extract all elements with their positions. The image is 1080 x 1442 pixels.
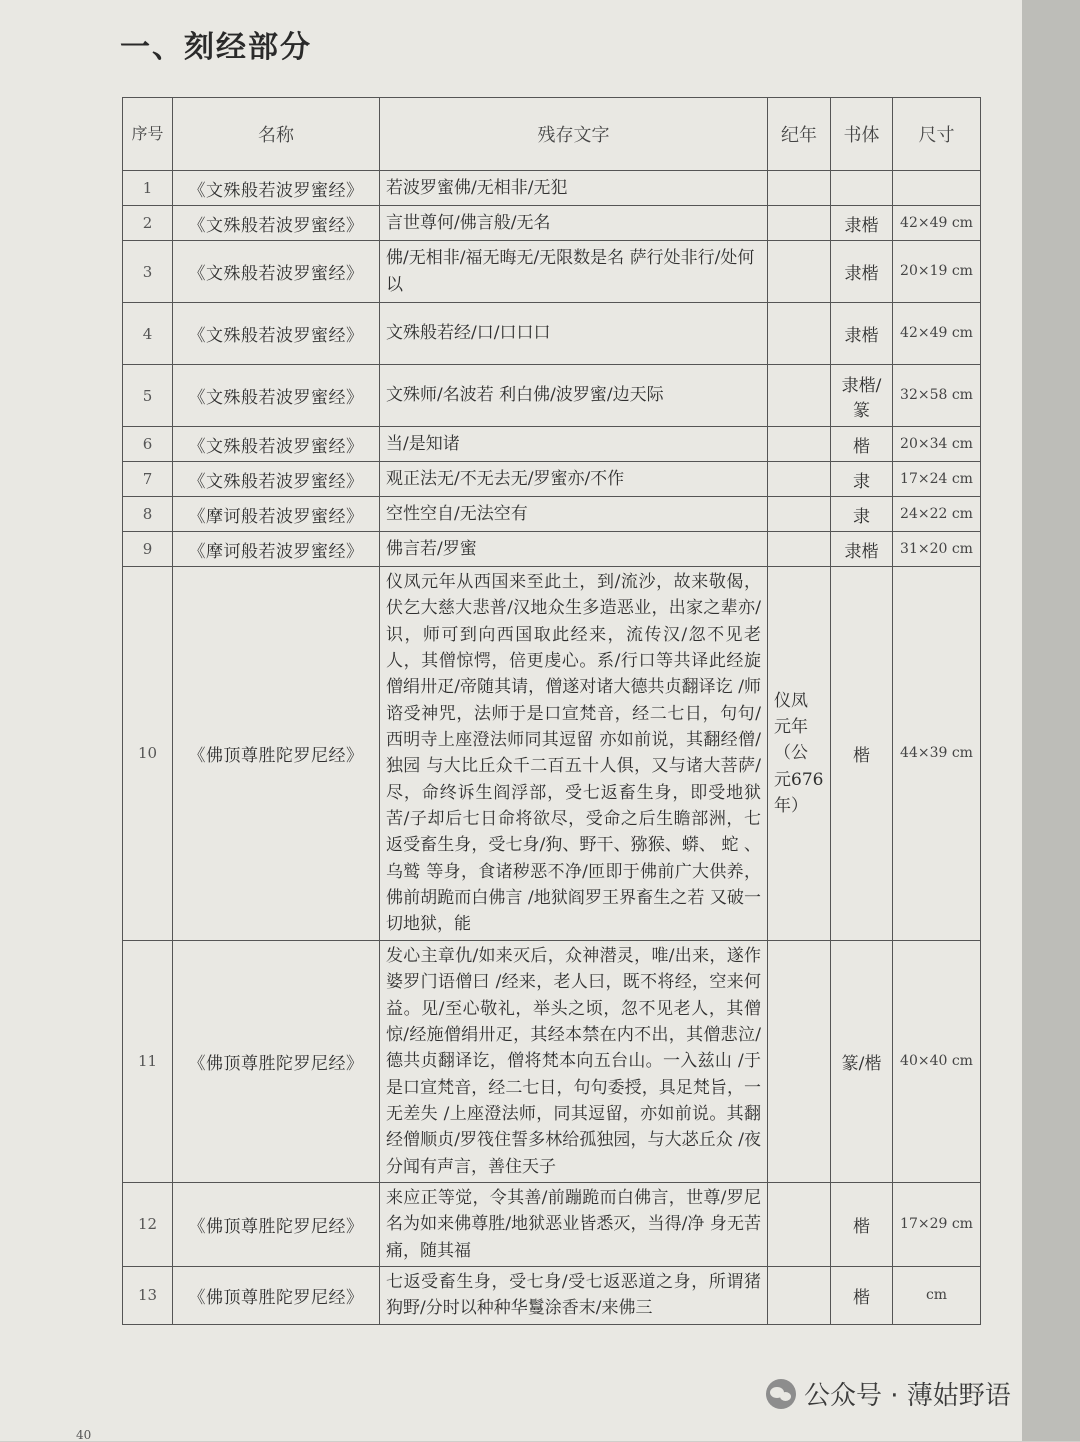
table-row xyxy=(123,1266,981,1324)
row-name: 《佛顶尊胜陀罗尼经》 xyxy=(173,1182,380,1266)
table-row xyxy=(123,940,981,1182)
row-text: 文殊般若经/口/口口口 xyxy=(380,303,768,365)
header-no: 序号 xyxy=(123,98,173,171)
row-text: 来应正等觉，令其善/前蹦跪而白佛言，世尊/罗尼名为如来佛尊胜/地狱恶业皆悉灭，当得/净 身无苦痛，随其福 xyxy=(380,1182,768,1266)
row-no: 1 xyxy=(123,171,173,206)
row-text: 佛言若/罗蜜 xyxy=(380,532,768,567)
row-text: 当/是知诸 xyxy=(380,427,768,462)
row-size xyxy=(893,171,981,206)
row-size: 44×39 cm xyxy=(893,567,981,941)
row-size: 42×49 cm xyxy=(893,206,981,241)
table-row xyxy=(123,241,981,303)
row-text: 言世尊何/佛言般/无名 xyxy=(380,206,768,241)
table-row xyxy=(123,206,981,241)
header-name: 名称 xyxy=(173,98,380,171)
row-text: 七返受畜生身，受七身/受七返恶道之身，所谓猪狗野/分时以种种华鬘涂香末/来佛三 xyxy=(380,1266,768,1324)
row-size: 20×34 cm xyxy=(893,427,981,462)
row-year xyxy=(768,241,831,303)
table-row xyxy=(123,497,981,532)
header-text: 残存文字 xyxy=(380,98,768,171)
row-text: 仪凤元年从西国来至此土，到/流沙，故来敬偈，伏乞大慈大悲普/汉地众生多造恶业，出家之辈亦/识，师可到向西国取此经来，流传汉/忽不见老人，其僧惊愕，倍更虔心。系/行口等共译此经旋僧绢卅疋/帝随其请，僧遂对诸大德共贞翻译讫 /师谘受神咒，法师于是口宣梵音，经二七日，句句/西明寺上座澄法师同其逗留 亦如前说，其翻经僧/独园 与大比丘众千二百五十人俱，又与诸大菩萨/尽，命终诉生阎浮部，受七返畜生身，即受地狱苦/子却后七日命将欲尽，受命之后生瞻部洲，七返受畜生身，受七身/狗、野干、猕猴、蟒、 蛇 、乌鹫 等身，食诸秽恶不净/匝即于佛前广大供养，佛前胡跪而白佛言 /地狱阎罗王界畜生之若 又破一切地狱，能 xyxy=(380,567,768,941)
row-script: 隶 xyxy=(831,497,893,532)
wechat-icon xyxy=(766,1379,796,1409)
table-row xyxy=(123,462,981,497)
row-text: 空性空自/无法空有 xyxy=(380,497,768,532)
row-size: 17×29 cm xyxy=(893,1182,981,1266)
row-script: 隶 xyxy=(831,462,893,497)
row-size: 40×40 cm xyxy=(893,940,981,1182)
row-year xyxy=(768,940,831,1182)
row-size: 24×22 cm xyxy=(893,497,981,532)
row-size: 32×58 cm xyxy=(893,365,981,427)
table-row xyxy=(123,532,981,567)
row-year xyxy=(768,427,831,462)
table-row xyxy=(123,567,981,941)
row-no: 12 xyxy=(123,1182,173,1266)
row-text: 发心主章仇/如来灭后，众神潜灵，唯/出来，遂作婆罗门语僧曰 /经来，老人曰，既不将经，空来何益。见/至心敬礼，举头之顷，忽不见老人，其僧惊/经施僧绢卅疋，其经本禁在内不出，其僧悲泣/德共贞翻译讫，僧将梵本向五台山。一入兹山 /于是口宣梵音，经二七日，句句委授，具足梵旨，一无差失 /上座澄法师，同其逗留，亦如前说。其翻经僧顺贞/罗筏住誓多林给孤独园，与大苾丘众 /夜分闻有声言，善住天子 xyxy=(380,940,768,1182)
row-script: 隶楷 xyxy=(831,206,893,241)
row-name: 《摩诃般若波罗蜜经》 xyxy=(173,497,380,532)
row-year xyxy=(768,1182,831,1266)
row-name: 《文殊般若波罗蜜经》 xyxy=(173,241,380,303)
table-row xyxy=(123,427,981,462)
watermark-text: 公众号 · 薄姑野语 xyxy=(804,1381,1011,1411)
row-no: 6 xyxy=(123,427,173,462)
table-header-row xyxy=(123,98,981,171)
row-name: 《摩诃般若波罗蜜经》 xyxy=(173,532,380,567)
row-no: 13 xyxy=(123,1266,173,1324)
row-size: 20×19 cm xyxy=(893,241,981,303)
row-no: 7 xyxy=(123,462,173,497)
row-no: 8 xyxy=(123,497,173,532)
row-text: 观正法无/不无去无/罗蜜亦/不作 xyxy=(380,462,768,497)
row-no: 11 xyxy=(123,940,173,1182)
row-script xyxy=(831,171,893,206)
row-name: 《文殊般若波罗蜜经》 xyxy=(173,462,380,497)
row-year xyxy=(768,365,831,427)
row-no: 5 xyxy=(123,365,173,427)
row-size: 42×49 cm xyxy=(893,303,981,365)
header-year: 纪年 xyxy=(768,98,831,171)
row-no: 3 xyxy=(123,241,173,303)
header-script: 书体 xyxy=(831,98,893,171)
row-name: 《佛顶尊胜陀罗尼经》 xyxy=(173,1266,380,1324)
row-name: 《文殊般若波罗蜜经》 xyxy=(173,206,380,241)
inscription-table xyxy=(122,97,981,1325)
table-row xyxy=(123,171,981,206)
page-edge xyxy=(1022,0,1080,1441)
row-year xyxy=(768,532,831,567)
row-name: 《文殊般若波罗蜜经》 xyxy=(173,427,380,462)
row-text: 文殊师/名波若 利白佛/波罗蜜/边天际 xyxy=(380,365,768,427)
row-no: 2 xyxy=(123,206,173,241)
row-year xyxy=(768,1266,831,1324)
row-script: 隶楷/篆 xyxy=(831,365,893,427)
row-script: 楷 xyxy=(831,1266,893,1324)
row-size: cm xyxy=(893,1266,981,1324)
row-name: 《文殊般若波罗蜜经》 xyxy=(173,365,380,427)
row-script: 隶楷 xyxy=(831,303,893,365)
row-year: 仪凤元年（公元676年） xyxy=(768,567,831,941)
table-row xyxy=(123,1182,981,1266)
row-year xyxy=(768,206,831,241)
row-name: 《文殊般若波罗蜜经》 xyxy=(173,171,380,206)
page-number: 40 xyxy=(76,1428,92,1442)
row-size: 17×24 cm xyxy=(893,462,981,497)
row-year xyxy=(768,303,831,365)
row-text: 佛/无相非/福无晦无/无限数是名 萨行处非行/处何以 xyxy=(380,241,768,303)
wechat-watermark xyxy=(766,1375,1011,1412)
row-year xyxy=(768,462,831,497)
row-script: 隶楷 xyxy=(831,241,893,303)
row-script: 楷 xyxy=(831,427,893,462)
row-script: 隶楷 xyxy=(831,532,893,567)
header-size: 尺寸 xyxy=(893,98,981,171)
row-script: 楷 xyxy=(831,567,893,941)
row-no: 9 xyxy=(123,532,173,567)
row-name: 《佛顶尊胜陀罗尼经》 xyxy=(173,567,380,941)
row-name: 《佛顶尊胜陀罗尼经》 xyxy=(173,940,380,1182)
row-size: 31×20 cm xyxy=(893,532,981,567)
row-no: 10 xyxy=(123,567,173,941)
row-text: 若波罗蜜佛/无相非/无犯 xyxy=(380,171,768,206)
table-row xyxy=(123,303,981,365)
table-row xyxy=(123,365,981,427)
row-year xyxy=(768,171,831,206)
row-name: 《文殊般若波罗蜜经》 xyxy=(173,303,380,365)
row-script: 楷 xyxy=(831,1182,893,1266)
row-script: 篆/楷 xyxy=(831,940,893,1182)
section-heading: 一、刻经部分 xyxy=(120,30,312,65)
row-year xyxy=(768,497,831,532)
row-no: 4 xyxy=(123,303,173,365)
